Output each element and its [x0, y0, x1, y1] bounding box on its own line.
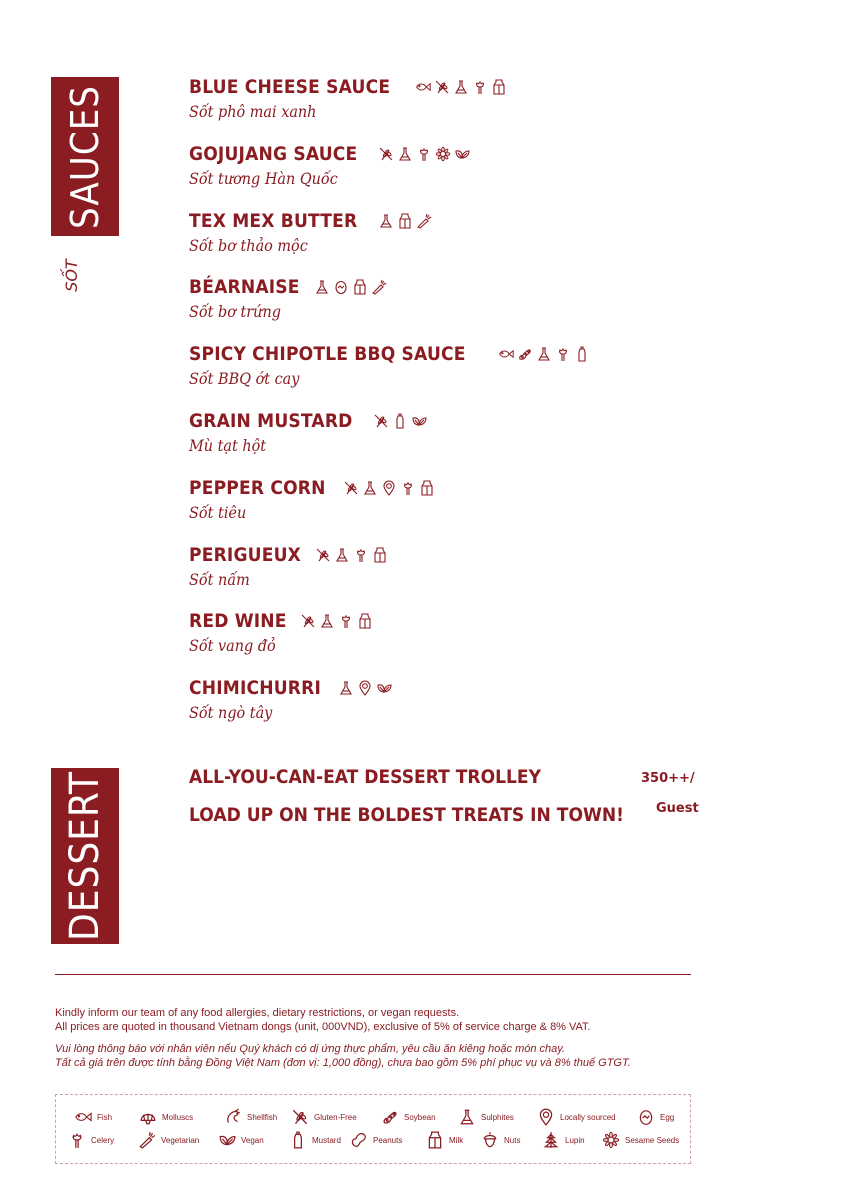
sulphites-icon — [536, 346, 552, 362]
sauce-allergen-icons — [378, 213, 432, 229]
sulphites-icon — [338, 680, 354, 696]
sauce-item — [189, 141, 709, 208]
dessert-section-band — [51, 768, 119, 944]
legend-label: Nuts — [504, 1135, 521, 1145]
dessert-section-title: DESSERT — [62, 771, 109, 941]
celery-icon — [472, 79, 488, 95]
locally-sourced-icon — [381, 480, 397, 496]
fish-icon — [415, 79, 431, 95]
fish-icon — [498, 346, 514, 362]
nuts-icon — [481, 1131, 499, 1149]
legend-item — [381, 1107, 436, 1127]
note-prices-vn: Tất cả giá trên được tính bằng Đồng Việt Nam (đơn vị: 1,000 đồng), chưa bao gồm 5% phí phục vụ và 8% thuế GTGT. — [55, 1057, 631, 1069]
sauce-item — [189, 475, 709, 542]
gluten-free-icon — [315, 547, 331, 563]
sauce-name-row — [189, 542, 709, 568]
legend-label: Egg — [660, 1112, 675, 1122]
legend-item — [537, 1107, 616, 1127]
sauce-vn-name: Sốt tương Hàn Quốc — [189, 168, 338, 188]
sauce-name-row — [189, 475, 709, 501]
legend-label: Fish — [97, 1112, 113, 1122]
gluten-free-icon — [378, 146, 394, 162]
sauce-vn-name: Sốt tiêu — [189, 502, 247, 522]
gluten-free-icon — [291, 1108, 309, 1126]
celery-icon — [400, 480, 416, 496]
dessert-block — [189, 764, 709, 840]
egg-icon — [333, 279, 349, 295]
milk-icon — [352, 279, 368, 295]
fish-icon — [74, 1108, 92, 1126]
legend-item — [602, 1130, 679, 1150]
vegan-icon — [218, 1131, 236, 1149]
vegan-icon — [411, 413, 427, 429]
sauce-item — [189, 208, 709, 275]
sulphites-icon — [362, 480, 378, 496]
sauce-vn-name: Sốt BBQ ớt cay — [189, 369, 300, 389]
lupin-icon — [542, 1131, 560, 1149]
legend-item — [637, 1107, 674, 1127]
sauce-list — [189, 74, 709, 742]
sauce-name: BLUE CHEESE SAUCE — [189, 76, 391, 98]
sauce-allergen-icons — [378, 146, 470, 162]
celery-icon — [338, 613, 354, 629]
milk-icon — [397, 213, 413, 229]
dessert-price-unit: Guest — [656, 801, 699, 816]
legend-item — [458, 1107, 514, 1127]
sauce-allergen-icons — [315, 547, 388, 563]
sulphites-icon — [319, 613, 335, 629]
legend-label: Soybean — [404, 1112, 436, 1122]
sauce-item — [189, 274, 709, 341]
sauce-name: GOJUJANG SAUCE — [189, 142, 358, 165]
sauce-name: SPICY CHIPOTLE BBQ SAUCE — [189, 343, 466, 366]
sulphites-icon — [378, 213, 394, 229]
sauce-item — [189, 608, 709, 675]
gluten-free-icon — [434, 79, 450, 95]
sauces-section-vn-text: SỐT — [61, 258, 81, 292]
sulphites-icon — [334, 547, 350, 563]
legend-item — [139, 1107, 193, 1127]
sauce-name-row — [189, 675, 709, 701]
sauce-vn-name: Sốt bơ thảo mộc — [189, 235, 308, 255]
gluten-free-icon — [300, 613, 316, 629]
legend-item — [68, 1130, 114, 1150]
sauce-name: TEX MEX BUTTER — [189, 209, 358, 232]
legend-label: Peanuts — [373, 1135, 403, 1145]
legend-label: Locally sourced — [560, 1112, 616, 1122]
legend-row — [56, 1107, 692, 1127]
sauce-item — [189, 408, 709, 475]
milk-icon — [491, 79, 507, 95]
legend-item — [291, 1107, 357, 1127]
sauce-name-row — [189, 274, 709, 300]
dessert-tagline: LOAD UP ON THE BOLDEST TREATS IN TOWN! — [189, 804, 624, 826]
peanuts-icon — [350, 1131, 368, 1149]
mustard-icon — [289, 1131, 307, 1149]
mustard-icon — [392, 413, 408, 429]
sulphites-icon — [453, 79, 469, 95]
allergen-legend — [55, 1094, 691, 1164]
legend-label: Celery — [91, 1135, 115, 1145]
sauce-vn-name: Sốt nấm — [189, 569, 250, 589]
gluten-free-icon — [373, 413, 389, 429]
locally-sourced-icon — [537, 1108, 555, 1126]
legend-item — [426, 1130, 463, 1150]
sauce-item — [189, 74, 709, 141]
milk-icon — [372, 547, 388, 563]
legend-label: Gluten-Free — [314, 1112, 357, 1122]
celery-icon — [353, 547, 369, 563]
sauces-section-vn-label — [56, 255, 86, 295]
sauce-name: GRAIN MUSTARD — [189, 409, 353, 432]
sauce-name-row — [189, 608, 709, 634]
legend-item — [218, 1130, 264, 1150]
locally-sourced-icon — [357, 680, 373, 696]
vegan-icon — [454, 146, 470, 162]
sauce-vn-name: Sốt ngò tây — [189, 703, 273, 723]
legend-label: Vegetarian — [161, 1135, 200, 1145]
sauce-allergen-icons — [415, 79, 507, 95]
sauce-vn-name: Sốt bơ trứng — [189, 302, 281, 322]
sauce-name-row — [189, 74, 709, 100]
sauce-name-row — [189, 208, 709, 234]
sauce-name-row — [189, 141, 709, 167]
sulphites-icon — [397, 146, 413, 162]
sauce-name: PEPPER CORN — [189, 476, 326, 499]
legend-item — [350, 1130, 402, 1150]
legend-row — [56, 1130, 692, 1150]
gluten-free-icon — [343, 480, 359, 496]
milk-icon — [419, 480, 435, 496]
sauce-vn-name: Mù tạt hột — [189, 435, 267, 455]
sulphites-icon — [458, 1108, 476, 1126]
celery-icon — [555, 346, 571, 362]
sauce-allergen-icons — [498, 346, 590, 362]
celery-icon — [68, 1131, 86, 1149]
sauce-item — [189, 341, 709, 408]
shellfish-icon — [224, 1108, 242, 1126]
soybean-icon — [381, 1108, 399, 1126]
legend-label: Sulphites — [481, 1112, 514, 1122]
legend-label: Molluscs — [162, 1112, 194, 1122]
milk-icon — [357, 613, 373, 629]
sauce-allergen-icons — [343, 480, 435, 496]
sauces-section-title: SAUCES — [63, 84, 108, 229]
legend-label: Sesame Seeds — [625, 1135, 680, 1145]
sauce-vn-name: Sốt vang đỏ — [189, 636, 276, 656]
molluscs-icon — [139, 1108, 157, 1126]
note-prices-en: All prices are quoted in thousand Vietnam dongs (unit, 000VND), exclusive of 5% of service charge & 8% VAT. — [55, 1021, 591, 1033]
legend-label: Milk — [449, 1135, 464, 1145]
sauce-item — [189, 542, 709, 609]
sauce-name-row — [189, 341, 709, 367]
legend-item — [481, 1130, 520, 1150]
sauce-item — [189, 675, 709, 742]
legend-label: Mustard — [312, 1135, 341, 1145]
legend-item — [224, 1107, 277, 1127]
sulphites-icon — [314, 279, 330, 295]
vegetarian-icon — [371, 279, 387, 295]
legend-item — [289, 1130, 341, 1150]
vegan-icon — [376, 680, 392, 696]
note-allergy-vn: Vui lòng thông báo với nhân viên nếu Quý khách có dị ứng thực phẩm, yêu cầu ăn kiêng hoặc món chay. — [55, 1043, 566, 1055]
sauce-name: BÉARNAISE — [189, 276, 300, 299]
vegetarian-icon — [416, 213, 432, 229]
sesame-seeds-icon — [435, 146, 451, 162]
sauce-allergen-icons — [338, 680, 392, 696]
legend-label: Vegan — [241, 1135, 264, 1145]
sauces-section-band — [51, 77, 119, 236]
sauce-name: RED WINE — [189, 610, 287, 633]
sauce-allergen-icons — [300, 613, 373, 629]
egg-icon — [637, 1108, 655, 1126]
legend-label: Shellfish — [247, 1112, 278, 1122]
note-allergy-en: Kindly inform our team of any food allergies, dietary restrictions, or vegan requests. — [55, 1007, 460, 1019]
sauce-name: CHIMICHURRI — [189, 677, 322, 700]
sauce-allergen-icons — [314, 279, 387, 295]
milk-icon — [426, 1131, 444, 1149]
celery-icon — [416, 146, 432, 162]
sauce-vn-name: Sốt phô mai xanh — [189, 102, 317, 121]
mustard-icon — [574, 346, 590, 362]
legend-item — [74, 1107, 112, 1127]
legend-label: Lupin — [565, 1135, 585, 1145]
dessert-price-value: 350++/ — [641, 771, 695, 786]
sauce-allergen-icons — [373, 413, 427, 429]
vegetarian-icon — [138, 1131, 156, 1149]
dessert-price — [641, 771, 701, 817]
sesame-seeds-icon — [602, 1131, 620, 1149]
sauce-name: PERIGUEUX — [189, 543, 302, 566]
legend-item — [138, 1130, 199, 1150]
notes — [55, 1006, 705, 1070]
legend-item — [542, 1130, 585, 1150]
dessert-title: ALL-YOU-CAN-EAT DESSERT TROLLEY — [189, 766, 541, 788]
soybean-icon — [517, 346, 533, 362]
divider — [55, 974, 691, 975]
sauce-name-row — [189, 408, 709, 434]
